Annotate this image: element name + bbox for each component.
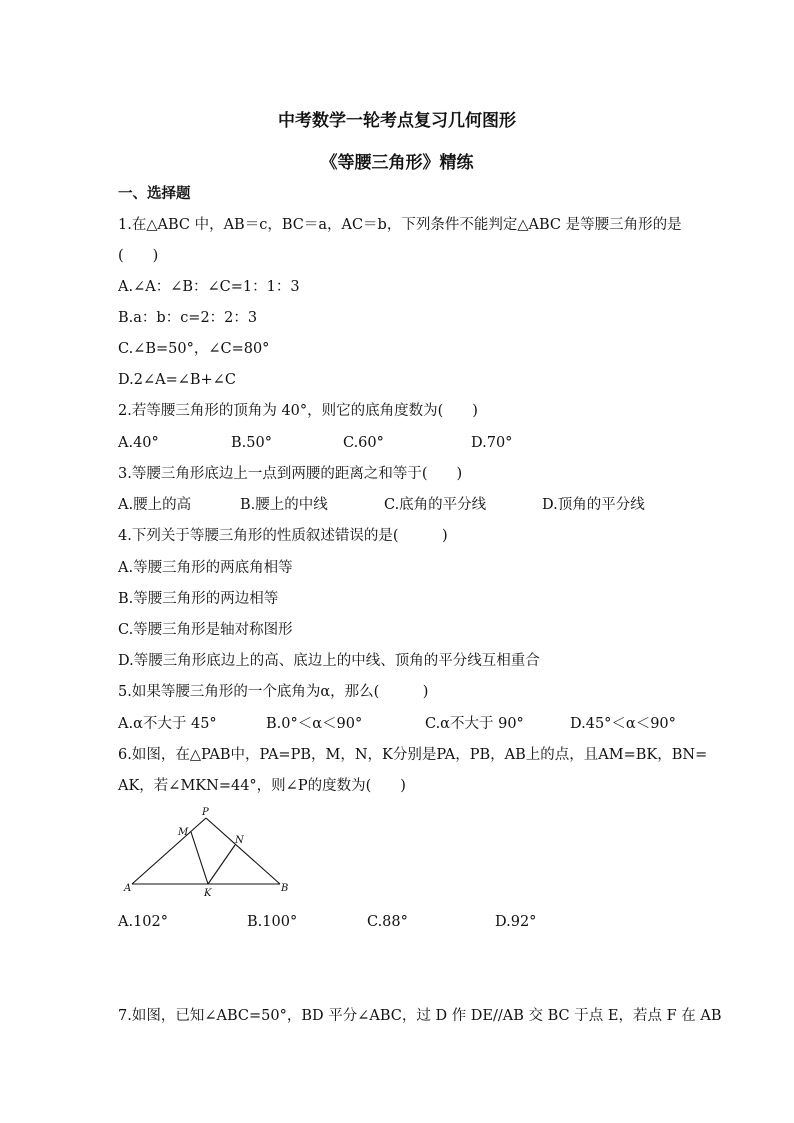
- q4-option-a: A.等腰三角形的两底角相等: [118, 560, 293, 576]
- segment-pb: [206, 818, 280, 884]
- q3-option-b: B.腰上的中线: [240, 497, 328, 513]
- q2-option-a: A.40°: [118, 435, 159, 451]
- q6-triangle-figure: [118, 805, 303, 900]
- q6-option-b: B.100°: [247, 914, 298, 930]
- q1-option-d: D.2∠A=∠B+∠C: [118, 372, 236, 388]
- label-n: N: [235, 835, 244, 846]
- q5-option-b: B.0°＜α＜90°: [266, 716, 363, 732]
- q1-stem-line1: 1.在△ABC 中，AB＝c，BC＝a，AC＝b，下列条件不能判定△ABC 是等腰三角形的是: [118, 217, 682, 233]
- q1-option-b: B.a：b：c=2：2：3: [118, 310, 258, 326]
- label-b: B: [281, 883, 289, 894]
- document-title: 中考数学一轮考点复习几何图形: [278, 111, 516, 131]
- document-subtitle: 《等腰三角形》精练: [320, 153, 474, 173]
- q6-stem-line2: AK，若∠MKN=44°，则∠P的度数为( ): [118, 778, 406, 794]
- segment-pa: [132, 818, 206, 884]
- q4-option-c: C.等腰三角形是轴对称图形: [118, 622, 293, 638]
- q2-option-d: D.70°: [471, 435, 513, 451]
- q6-option-c: C.88°: [367, 914, 408, 930]
- q6-option-d: D.92°: [495, 914, 537, 930]
- q6-stem-line1: 6.如图，在△PAB中，PA=PB，M，N，K分别是PA，PB，AB上的点，且AM=BK，BN=: [118, 747, 708, 763]
- q3-option-c: C.底角的平分线: [384, 497, 487, 513]
- q1-option-c: C.∠B=50°，∠C=80°: [118, 341, 270, 357]
- label-m: M: [178, 827, 189, 838]
- q2-option-b: B.50°: [231, 435, 272, 451]
- q3-option-a: A.腰上的高: [118, 497, 192, 513]
- section-heading: 一、选择题: [118, 186, 191, 202]
- q3-option-d: D.顶角的平分线: [542, 497, 645, 513]
- q1-stem-line2: ( ): [118, 248, 159, 264]
- q2-stem: 2.若等腰三角形的顶角为 40°，则它的底角度数为( ): [118, 403, 478, 419]
- q5-stem: 5.如果等腰三角形的一个底角为α，那么( ): [118, 684, 429, 700]
- q6-option-a: A.102°: [118, 914, 169, 930]
- q4-option-b: B.等腰三角形的两边相等: [118, 591, 279, 607]
- q1-option-a: A.∠A：∠B：∠C=1：1：3: [118, 279, 300, 295]
- segment-mk: [191, 832, 208, 884]
- segment-kn: [208, 845, 235, 884]
- q5-option-c: C.α不大于 90°: [425, 716, 524, 732]
- q2-option-c: C.60°: [343, 435, 384, 451]
- q7-stem-line1: 7.如图，已知∠ABC=50°，BD 平分∠ABC，过 D 作 DE//AB 交 BC 于点 E，若点 F 在 AB: [118, 1008, 722, 1024]
- label-a: A: [124, 883, 132, 894]
- label-p: P: [202, 807, 209, 818]
- q4-option-d: D.等腰三角形底边上的高、底边上的中线、顶角的平分线互相重合: [118, 653, 540, 669]
- q3-stem: 3.等腰三角形底边上一点到两腰的距离之和等于( ): [118, 466, 463, 482]
- label-k: K: [204, 888, 212, 899]
- q5-option-a: A.α不大于 45°: [118, 716, 217, 732]
- q5-option-d: D.45°＜α＜90°: [570, 716, 676, 732]
- q4-stem: 4.下列关于等腰三角形的性质叙述错误的是( ): [118, 528, 448, 544]
